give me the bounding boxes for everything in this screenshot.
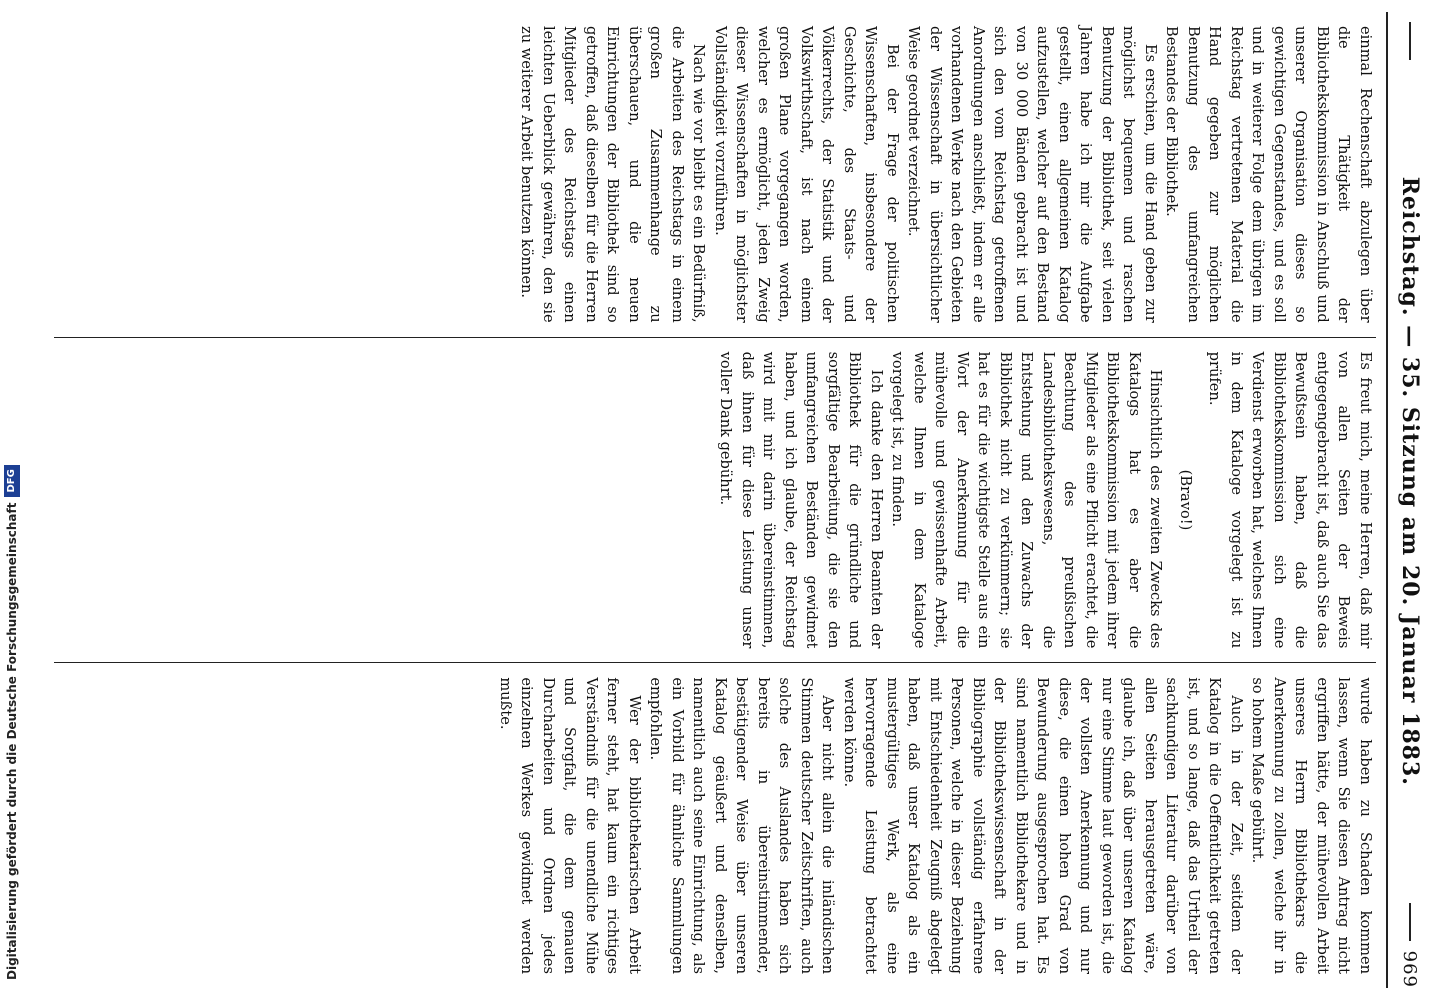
column-right [50,663,1380,988]
text-columns [50,12,1380,988]
header-title: Reichstag. — 35. Sitzung am 20. Januar 1883. [1397,176,1423,786]
running-header [1390,12,1430,988]
paragraph: einmal Rechenschaft abzulegen über die Thätigkeit der Bibliothekskommission in Anschluß und unserer Organisation dieses so gewichtigen Gegenstandes, und es soll und in weiterer Folge dem übrigen im Reichstag vertretenen Material die Hand gegeben zur möglichen Benutzung des umfangreichen Bestandes der Bibliothek. [1163,26,1374,323]
header-rule-left [1409,22,1411,60]
paragraph: Bei der Frage der politischen Wissenschaften, insbesondere der Geschichte, des Staats- und Völkerrechts, der Statistik und der Volkswirthschaft, ist nach einem großen Plane vorgegangen worden, welcher es ermöglicht, jeden Zweig dieser Wissenschaften in möglichster Vollständigkeit vorzuführen. [712,26,901,323]
credit-text: Digitalisierung gefördert durch die Deutsche Forschungsgemeinschaft [5,502,19,980]
digitization-credit [0,0,20,1000]
page-content [40,0,1432,1000]
paragraph: Es freut mich, meine Herren, daß mir von allen Seiten der Beweis entgegengebracht ist, daß auch Sie das Bewußtsein haben, daß die Bibliothekskommission sich eine Verdienst erworben hat, welches Ihnen in dem Kataloge vorgelegt ist zu prüfen. [1206,351,1374,649]
applause-note: (Bravo!) [1177,469,1194,531]
paragraph: Nach wie vor bleibt es ein Bedürfniß, die Arbeiten des Reichstags in einem großen Zusammenhange zu überschauen, und die neuen Einrichtungen der Bibliothek sind so getroffen, daß dieselben für die Herren Mitglieder des Reichstags einen leichten Ueberblick gewähren, den sie zu weiterer Arbeit benutzen können. [518,26,708,323]
paragraph: Auch in der Zeit, seitdem der Katalog in die Oeffentlichkeit getreten ist, und so lange, daß das Urtheil der sachkundigen Literatur darüber von allen Seiten herausgetreten wäre, glaube ich, daß über unseren Katalog nur eine Stimme laut geworden ist, die der vollsten Anerkennung und nur diese, die einen hohen Grad von Bewunderung ausgesprochen hat. Es sind namentlich Bibliothekare und in der Bibliothekswissenschaft in der Bibliographie vollständig erfahrene Personen, welche in dieser Beziehung mit Entschiedenheit Zeugniß abgelegt haben, daß unser Katalog als ein mustergültiges Werk, als eine hervorragende Leistung betrachtet werden könne. [841,677,1245,975]
rotated-page [40,0,1432,1000]
paragraph: wurde haben zu Schaden kommen lassen, wenn Sie diesen Antrag nicht ergriffen hätte, der mühevollen Arbeit unseres Herrn Bibliothekars die Anerkennung zu zollen, welche ihr in so hohem Maße gebührt. [1249,677,1374,975]
paragraph: Ich danke den Herren Beamten der Bibliothek für die gründliche und sorgfältige Bearbeitung, die sie den umfangreichen Beständen gewidmet haben, und ich glaube, der Reichstag wird mit mir darin übereinstimmen, daß ihnen für diese Leistung unser voller Dank gebührt. [717,351,885,649]
paragraph: Hinsichtlich des zweiten Zwecks des Katalogs hat es aber die Bibliothekskommission mit jedem ihrer Mitglieder als eine Pflicht erachtet, die Beachtung des preußischen Landesbibliothekswesens, die Entstehung und den Zuwachs der Bibliothek nicht zu verkümmern; sie hat es für die wichtigste Stelle aus ein Wort der Anerkennung für die mühevolle und gewissenhafte Arbeit, welche Ihnen in dem Kataloge vorgelegt ist, zu finden. [889,351,1165,649]
paragraph: Aber nicht allein die inländischen Stimmen deutscher Zeitschriften, auch solche des Auslandes haben sich bereits in übereinstimmender, bestätigender Weise über unseren Katalog geäußert und denselben, namentlich auch seine Einrichtung, als ein Vorbild für ähnliche Sammlungen empfohlen. [647,677,837,975]
column-left [50,12,1380,337]
header-divider [1386,12,1388,988]
column-middle [50,338,1380,663]
paragraph: Wer der bibliothekarischen Arbeit ferner steht, hat kaum ein richtiges Verständniß für die unendliche Mühe und Sorgfalt, die dem genauen Durcharbeiten und Ordnen jedes einzelnen Werkes gewidmet werden mußte. [497,677,643,975]
paragraph: Es erschien, um die Hand geben zur möglichst bequemen und raschen Benutzung der Bibliothek, seit vielen Jahren habe ich mir die Aufgabe gestellt, einen allgemeinen Katalog aufzustellen, welcher auf den Bestand von 30 000 Bänden gebracht ist und sich den vom Reichstag getroffenen Anordnungen anschließt, indem er alle vorhandenen Werke nach den Gebieten der Wissenschaft in übersichtlicher Weise geordnet verzeichnet. [905,26,1159,323]
dfg-logo: DFG [4,465,20,496]
header-rule-right [1409,903,1411,941]
page-number: 969 [1399,950,1421,988]
